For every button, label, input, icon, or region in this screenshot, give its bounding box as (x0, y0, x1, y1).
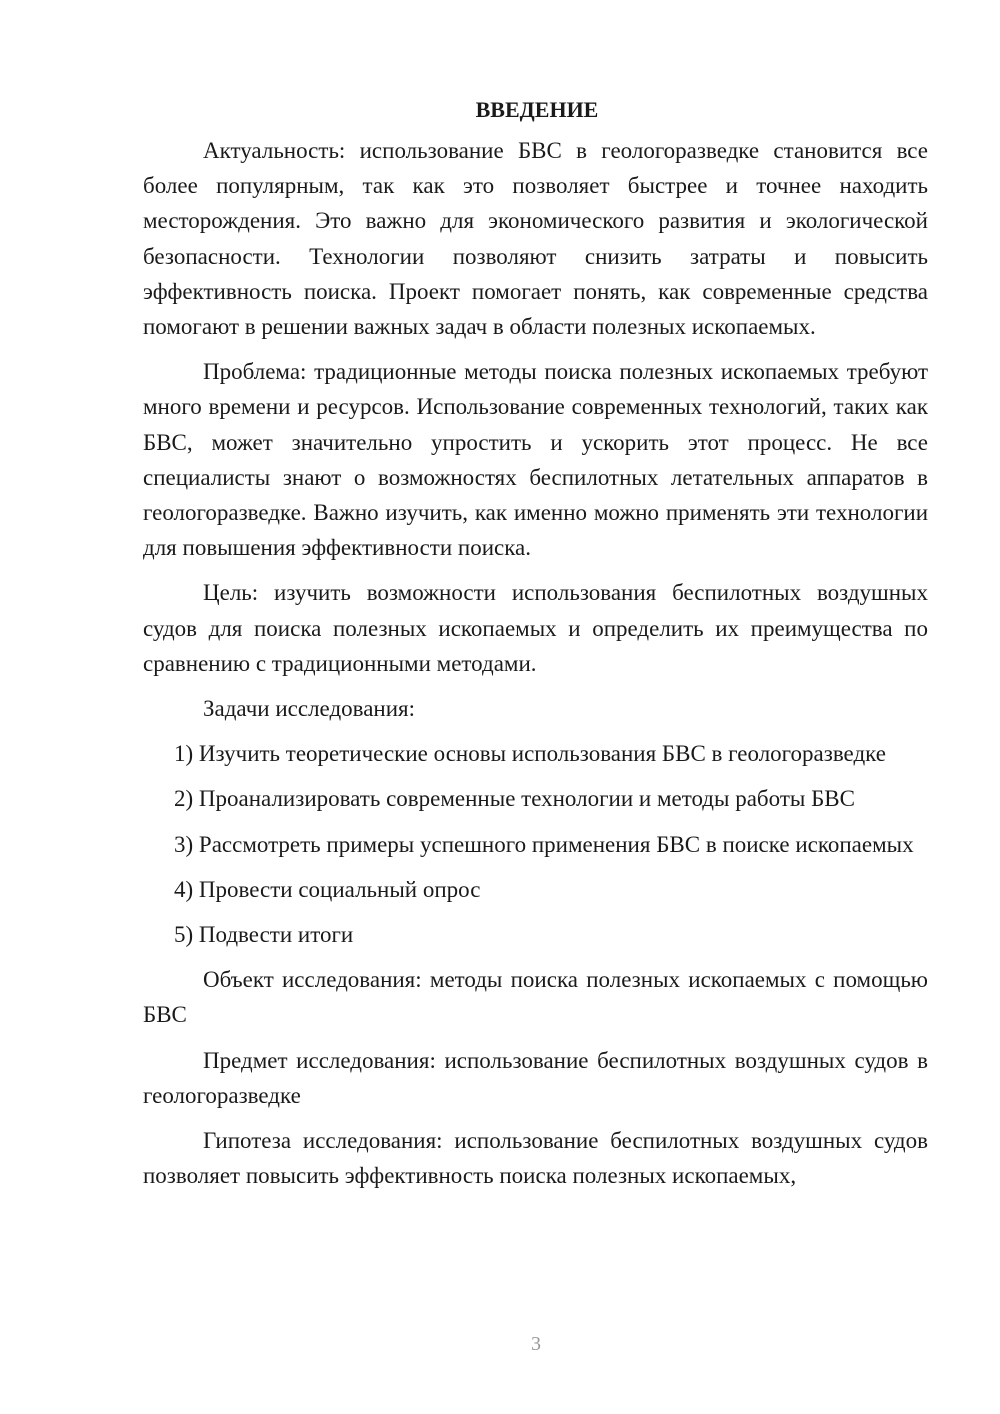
hypothesis-paragraph: Гипотеза исследования: использование беспилотных воздушных судов позволяет повысить эффективность поиска полезных ископаемых, (143, 1128, 928, 1189)
page-number: 3 (531, 1333, 541, 1355)
subject-paragraph: Предмет исследования: использование беспилотных воздушных судов в геологоразведке (143, 1047, 928, 1108)
task-item-1: 1) Изучить теоретические основы использования БВС в геологоразведке (174, 741, 886, 767)
object-paragraph: Объект исследования: методы поиска полезных ископаемых с помощью БВС (143, 967, 928, 1028)
task-item-4: 4) Провести социальный опрос (174, 876, 481, 902)
goal-paragraph: Цель: изучить возможности использования беспилотных воздушных судов для поиска полезных ископаемых и определить их преимущества по сравнению с традиционными методами. (143, 580, 928, 676)
task-item-5: 5) Подвести итоги (174, 922, 354, 948)
document-page (143, 92, 928, 1203)
section-title: ВВЕДЕНИЕ (475, 97, 599, 122)
task-item-3: 3) Рассмотреть примеры успешного применения БВС в поиске ископаемых (174, 831, 914, 857)
relevance-paragraph: Актуальность: использование БВС в геологоразведке становится все более популярным, так как это позволяет быстрее и точнее находить месторождения. Это важно для экономического развития и экологической безопасности. Технологии позволяют снизить затраты и повысить эффективность поиска. Проект помогает понять, как современные средства помогают в решении важных задач в области полезных ископаемых. (143, 138, 928, 340)
tasks-heading: Задачи исследования: (203, 696, 416, 722)
task-item-2: 2) Проанализировать современные технологии и методы работы БВС (174, 786, 855, 812)
problem-paragraph: Проблема: традиционные методы поиска полезных ископаемых требуют много времени и ресурсов. Использование современных технологий, таких как БВС, может значительно упростить и ускорить этот процесс. Не все специалисты знают о возможностях беспилотных летательных аппаратов в геологоразведке. Важно изучить, как именно можно применять эти технологии для повышения эффективности поиска. (143, 359, 928, 561)
